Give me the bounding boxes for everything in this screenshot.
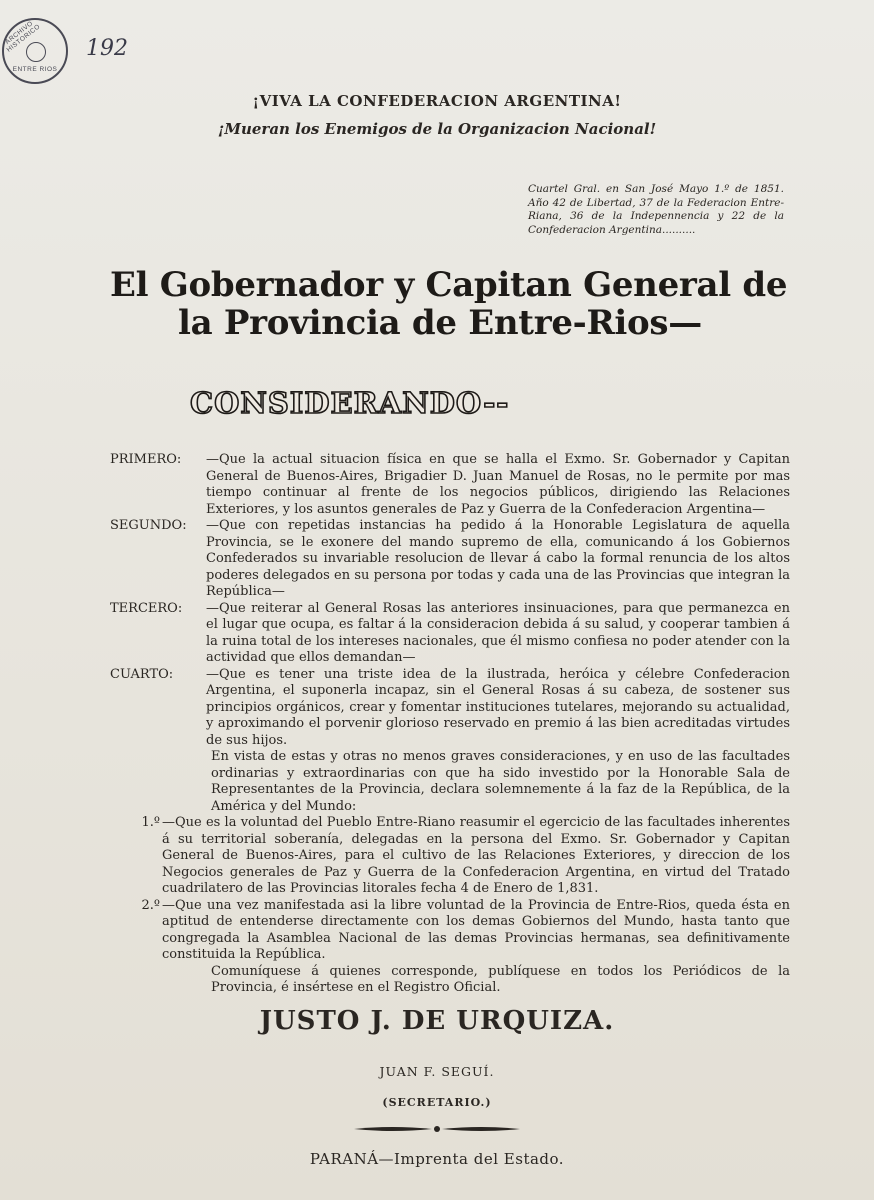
archive-stamp (2, 18, 68, 84)
clause-text: —Que con repetidas instancias ha pedido á la Honorable Legislatura de aquella Provincia, se le exonere del mando supremo de ella, comunicando á los Gobiernos Confederados su invariable resolucion de llevar á cabo la formal renuncia de los altos poderes delegados en su persona por todas y cada una de las Provincias que integran la República— (206, 518, 790, 599)
decree-number: 1.º (141, 815, 160, 830)
imprint: PARANÁ—Imprenta del Estado. (309, 1150, 565, 1168)
clause-text: —Que reiterar al General Rosas las anteriores insinuaciones, para que permanezca en el lugar que ocupa, es faltar á la consideracion debida á su salud, y cooperar tambien á la ruina total de los intereses nacionales, que él mismo confiesa no poder atender con la actividad que ellos demandan— (206, 600, 790, 665)
clause-tercero (110, 601, 790, 667)
considerando-title: CONSIDERANDO-- (190, 386, 510, 420)
clause-cuarto (110, 667, 790, 750)
document-body (110, 452, 790, 997)
stamp-bottom-text: ENTRE RIOS (12, 66, 58, 73)
header-viva: ¡VIVA LA CONFEDERACION ARGENTINA! (252, 92, 622, 110)
secretary-name: JUAN F. SEGUÍ. (379, 1064, 495, 1079)
stamp-inner-circle (26, 42, 46, 62)
ornament-divider (352, 1122, 522, 1136)
heading-line-2: la Provincia de Entre-Rios— (178, 303, 702, 343)
closing-paragraph: Comuníquese á quienes corresponde, publíquese en todos los Periódicos de la Provincia, é insértese en el Registro Oficial. (211, 963, 790, 995)
decree-2 (110, 898, 790, 964)
clause-segundo (110, 518, 790, 601)
resolution-paragraph: En vista de estas y otras no menos graves consideraciones, y en uso de las facultades ordinarias y extraordinarias con que ha sido investido por la Honorable Sala de Representantes de la Provincia, declara solemnemente á la faz de la República, de la América y del Mundo: (211, 749, 790, 814)
stamp-top-text: ARCHIVO HISTORICO (4, 19, 42, 54)
signature: JUSTO J. DE URQUIZA. (259, 1006, 615, 1036)
clause-primero (110, 452, 790, 518)
clause-text: —Que es tener una triste idea de la ilustrada, heróica y célebre Confederacion Argentina, el suponerla incapaz, sin el General Rosas á su cabeza, de sostener sus principios orgánicos, crear y fomentar instituciones tutelares, mejorando su actualidad, y aproximando el porvenir glorioso reservado en premio á las bien acreditadas virtudes de sus hijos. (206, 666, 790, 748)
document-heading (110, 266, 790, 342)
clause-label: SEGUNDO: (110, 518, 187, 533)
heading-line-1: El Gobernador y Capitan General de (110, 265, 788, 305)
clause-text: —Que la actual situacion física en que se halla el Exmo. Sr. Gobernador y Capitan General de Buenos-Aires, Brigadier D. Juan Manuel de Rosas, no le permite por mas tiempo continuar al frente de los negocios públicos, dirigiendo las Relaciones Exteriores, y los asuntos generales de Paz y Guerra de la Confederacion Argentina— (206, 452, 790, 517)
decree-text: —Que es la voluntad del Pueblo Entre-Riano reasumir el egercicio de las facultades inherentes á su territorial soberanía, delegadas en la persona del Exmo. Sr. Gobernador y Capitan General de Buenos-Aires, para el cultivo de las Relaciones Exteriores, y direccion de los Negocios generales de Paz y Guerra de la Confederacion Argentina, en virtud del Tratado cuadrilatero de las Provincias litorales fecha 4 de Enero de 1,831. (162, 815, 790, 896)
decree-1 (110, 815, 790, 898)
clause-label: PRIMERO: (110, 452, 182, 467)
decree-text: —Que una vez manifestada asi la libre voluntad de la Provincia de Entre-Rios, queda ésta en aptitud de entenderse directamente con los demas Gobiernos del Mundo, hasta tanto que congregada la Asamblea Nacional de las demas Provincias hermanas, sea definitivamente constituida la República. (162, 897, 790, 962)
header-mueran: ¡Mueran los Enemigos de la Organizacion Nacional! (217, 120, 657, 138)
decree-number: 2.º (141, 897, 160, 913)
dateline: Cuartel Gral. en San José Mayo 1.º de 1851. Año 42 de Libertad, 37 de la Federacion Entre-Riana, 36 de la Indepennencia y 22 de la Confederacion Argentina.......... (528, 183, 784, 236)
handwritten-number: 192 (86, 36, 128, 61)
clause-label: TERCERO: (110, 600, 183, 616)
clause-label: CUARTO: (110, 666, 174, 682)
secretary-title: (SECRETARIO.) (382, 1096, 492, 1109)
